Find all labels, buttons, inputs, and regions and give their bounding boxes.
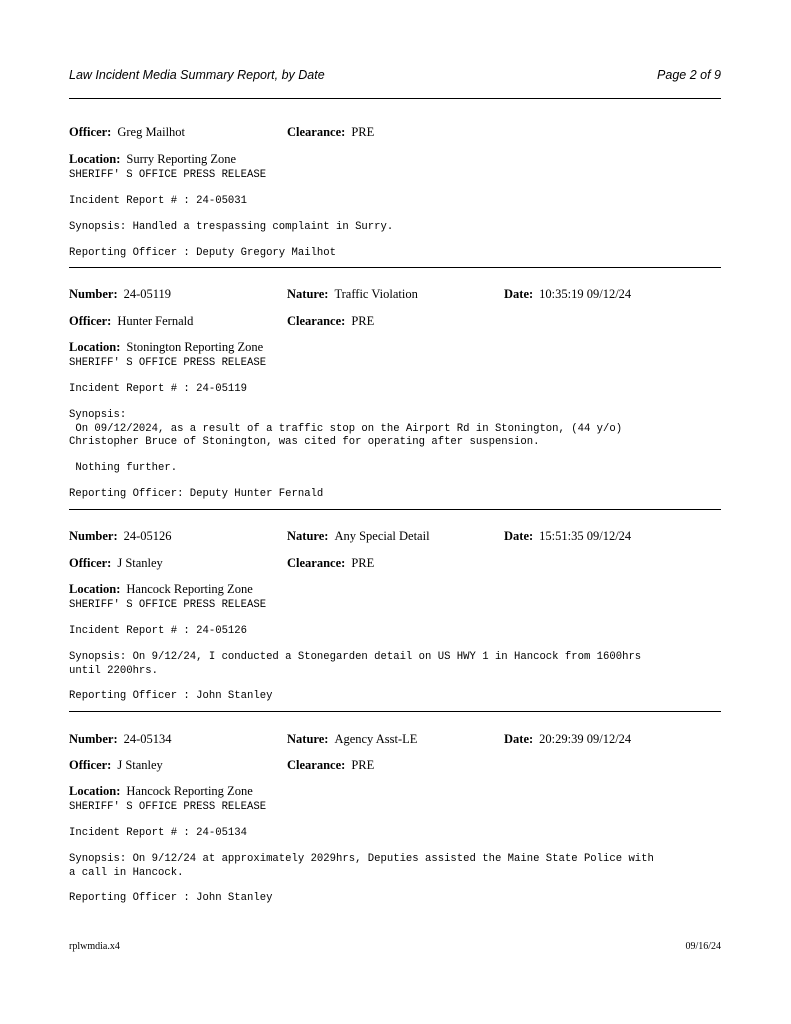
incident-number: 24-05134 xyxy=(123,732,172,746)
synopsis-text: Synopsis: On 9/12/24 at approximately 2029hrs, Deputies assisted the Maine State Police with a call in Hancock. xyxy=(69,853,654,879)
officer-name: Hunter Fernald xyxy=(117,314,194,328)
incident-report-line: Incident Report # : 24-05126 xyxy=(69,625,248,637)
report-title: Law Incident Media Summary Report, by Date xyxy=(69,68,325,82)
header-rule xyxy=(69,98,721,99)
press-release-line: SHERIFF' S OFFICE PRESS RELEASE xyxy=(69,599,267,611)
nature-value: Any Special Detail xyxy=(334,529,430,543)
page-number: Page 2 of 9 xyxy=(657,68,721,82)
entry-divider xyxy=(69,711,721,712)
synopsis-text: Synopsis: On 9/12/24, I conducted a Stonegarden detail on US HWY 1 in Hancock from 1600hrs until 2200hrs. xyxy=(69,651,642,677)
incident-report-line: Incident Report # : 24-05031 xyxy=(69,195,248,207)
officer-name: J Stanley xyxy=(117,556,163,570)
clearance-value: PRE xyxy=(351,758,375,772)
clearance-value: PRE xyxy=(351,556,375,570)
date-value: 15:51:35 09/12/24 xyxy=(539,529,632,543)
incident-number: 24-05119 xyxy=(123,287,172,301)
entry-divider xyxy=(69,509,721,510)
entry-divider xyxy=(69,267,721,268)
press-release-line: SHERIFF' S OFFICE PRESS RELEASE xyxy=(69,357,267,369)
clearance-value: PRE xyxy=(351,125,375,139)
incident-report-line: Incident Report # : 24-05119 xyxy=(69,383,248,395)
reporting-officer-line: Reporting Officer: Deputy Hunter Fernald xyxy=(69,488,324,500)
note-line: Nothing further. xyxy=(69,462,178,474)
nature-value: Agency Asst-LE xyxy=(334,732,418,746)
location-value: Hancock Reporting Zone xyxy=(126,784,253,798)
reporting-officer-line: Reporting Officer : John Stanley xyxy=(69,690,273,702)
clearance-value: PRE xyxy=(351,314,375,328)
officer-name: Greg Mailhot xyxy=(117,125,186,139)
synopsis-text: Synopsis: Handled a trespassing complaint in Surry. xyxy=(69,221,394,233)
incident-number: 24-05126 xyxy=(123,529,172,543)
press-release-line: SHERIFF' S OFFICE PRESS RELEASE xyxy=(69,169,267,181)
reporting-officer-line: Reporting Officer : Deputy Gregory Mailhot xyxy=(69,247,337,259)
synopsis-text: Synopsis: On 09/12/2024, as a result of a traffic stop on the Airport Rd in Stonington, (44 y/o) Christopher Bruce of Stonington, was cited for operating after suspension. xyxy=(69,409,623,448)
footer-print-date: 09/16/24 xyxy=(685,941,721,952)
report-header xyxy=(69,68,721,88)
location-value: Stonington Reporting Zone xyxy=(126,340,264,354)
date-value: 20:29:39 09/12/24 xyxy=(539,732,632,746)
date-value: 10:35:19 09/12/24 xyxy=(539,287,632,301)
nature-value: Traffic Violation xyxy=(334,287,418,301)
location-value: Surry Reporting Zone xyxy=(126,152,237,166)
press-release-line: SHERIFF' S OFFICE PRESS RELEASE xyxy=(69,801,267,813)
footer-report-code: rplwmdia.x4 xyxy=(69,941,120,952)
officer-name: J Stanley xyxy=(117,758,163,772)
location-value: Hancock Reporting Zone xyxy=(126,582,253,596)
incident-report-line: Incident Report # : 24-05134 xyxy=(69,827,248,839)
reporting-officer-line: Reporting Officer : John Stanley xyxy=(69,892,273,904)
